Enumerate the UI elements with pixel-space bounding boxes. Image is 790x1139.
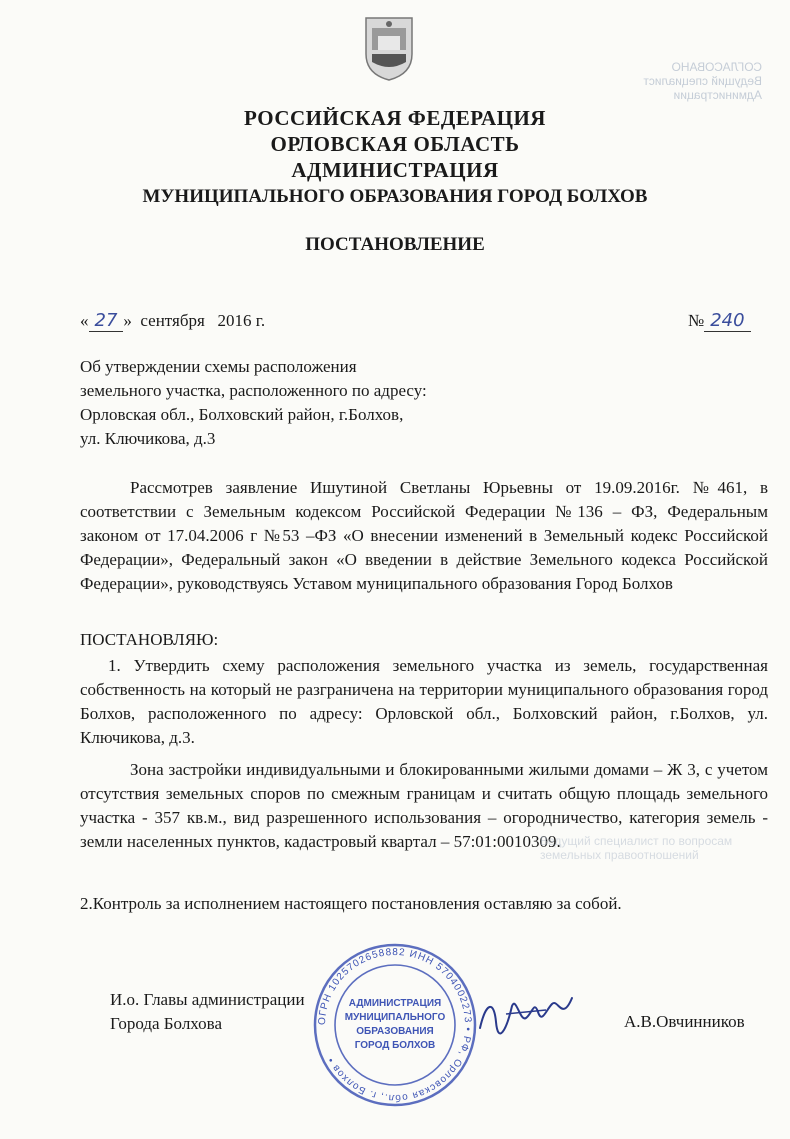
number-handwritten: 240 xyxy=(704,310,750,332)
item-2-paragraph: 2.Контроль за исполнением настоящего постановления оставляю за собой. xyxy=(80,894,622,913)
stamp-center-line: ОБРАЗОВАНИЯ xyxy=(356,1026,434,1037)
stamp-ring-text: ОГРН 1025702658882 ИНН 5704002273 • РФ, Орловская обл., г. Болхов • xyxy=(316,946,474,1104)
decree-word: ПОСТАНОВЛЯЮ: xyxy=(80,630,219,649)
subject-line: земельного участка, расположенного по адресу: xyxy=(80,381,427,400)
header-municipality: МУНИЦИПАЛЬНОГО ОБРАЗОВАНИЯ ГОРОД БОЛХОВ xyxy=(142,186,648,207)
stamp-center-line: ГОРОД БОЛХОВ xyxy=(354,1040,436,1051)
bleed-through-text: Ведущий специалист по вопросам земельных правоотношений xyxy=(540,834,733,862)
header-administration: АДМИНИСТРАЦИЯ xyxy=(291,158,499,182)
preamble-paragraph: Рассмотрев заявление Ишутиной Светланы Юрьевны от 19.09.2016г. №461, в соответствии с Земельным кодексом Российской Федерации №136 – ФЗ, Федеральным законом от 17.04.2006 г №53 –ФЗ «О внесении изменений в Земельный кодекс Российской Федерации», Федеральный закон «О введении в действие Земельного кодекса Российской Федерации», руководствуясь Уставом муниципального образования Город Болхов xyxy=(80,478,768,593)
signatory-title-line: Города Болхова xyxy=(110,1014,223,1033)
header-region: ОРЛОВСКАЯ ОБЛАСТЬ xyxy=(270,132,520,156)
subject-line: Об утверждении схемы расположения xyxy=(80,357,357,376)
subject-line: Орловская обл., Болховский район, г.Болхов, xyxy=(80,405,404,424)
signatory-title xyxy=(110,988,305,1036)
official-stamp xyxy=(310,940,480,1110)
number-prefix: № xyxy=(688,311,705,330)
date-day-handwritten: 27 xyxy=(89,310,124,332)
date-month-year: сентября 2016 г. xyxy=(140,311,266,330)
stamp-center-line: МУНИЦИПАЛЬНОГО xyxy=(344,1012,446,1023)
subject-block xyxy=(80,355,427,451)
subject-line: ул. Ключикова, д.3 xyxy=(80,429,216,448)
stamp-center-line: АДМИНИСТРАЦИЯ xyxy=(348,998,442,1009)
date-close-quote: » xyxy=(123,311,132,330)
signatory-title-line: И.о. Главы администрации xyxy=(110,990,305,1009)
header-country: РОССИЙСКАЯ ФЕДЕРАЦИЯ xyxy=(244,106,546,130)
signatory-name: А.В.Овчинников xyxy=(624,1012,745,1031)
date-open-quote: « xyxy=(80,311,89,330)
document-number xyxy=(688,310,751,332)
bleed-through-text: СОГЛАСОВАНО Ведущий специалист Администрации xyxy=(643,60,762,102)
item-1-continuation: Зона застройки индивидуальными и блокированными жилыми домами – Ж 3, с учетом отсутствия земельных споров по смежным границам и считать общую площадь земельного участка - 357 кв.м., вид разрешенного использования – огородничество, категория земель - земли населенных пунктов, кадастровый квартал – 57:01:0010309. xyxy=(80,760,768,851)
coat-of-arms-icon xyxy=(362,14,416,82)
handwritten-signature xyxy=(476,992,576,1040)
document-type: ПОСТАНОВЛЕНИЕ xyxy=(305,234,485,255)
item-1-paragraph: 1. Утвердить схему расположения земельного участка из земель, государственная собственность на который не разграничена на территории муниципального образования город Болхов, расположенного по адресу: Орловской обл., Болховский район, г.Болхов, ул. Ключикова, д.3. xyxy=(80,656,768,747)
document-date xyxy=(80,310,265,332)
